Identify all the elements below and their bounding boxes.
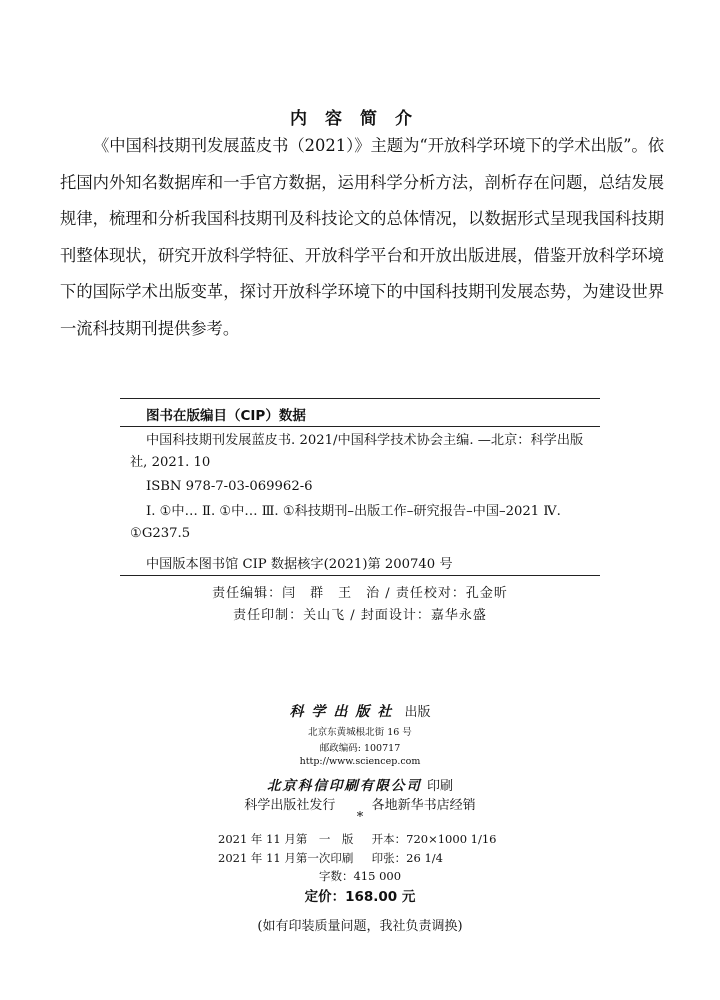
editor-credits: 责任编辑：闫 群 王 治 / 责任校对：孔金昕 — [212, 586, 508, 601]
cip-isbn: ISBN 978-7-03-069962-6 — [146, 479, 313, 494]
intro-body: 《中国科技期刊发展蓝皮书（2021）》主题为“开放科学环境下的学术出版”。依托国内外知名数据库和一手官方数据，运用科学分析方法，剖析存在问题，总结发展规律，梳理和分析我国科技期刊及科技论文的总体情况，以数据形式呈现我国科技期刊整体现状，研究开放科学特征、开放科学平台和开放出版进展，借鉴开放科学环境下的国际学术出版变革，探讨开放科学环境下的中国科技期刊发展态势，为建设世界一流科技期刊提供参考。 — [60, 136, 664, 338]
quality-notice: (如有印装质量问题，我社负责调换) — [257, 919, 463, 934]
star-separator: * — [356, 810, 364, 825]
intro-title: 内容简介 — [290, 109, 430, 129]
publisher-name: 科学出版社 — [289, 704, 400, 720]
cip-top-rule — [120, 398, 600, 399]
printing-row — [218, 850, 443, 866]
cip-bottom-rule — [120, 575, 600, 576]
cip-number: 中国版本图书馆 CIP 数据核字(2021)第 200740 号 — [146, 557, 453, 572]
printer-suffix: 印刷 — [427, 779, 454, 794]
publisher-url: http://www.sciencep.com — [299, 756, 421, 767]
edition-date: 2021 年 11 月第 一 版 — [218, 832, 354, 846]
publisher-address: 北京东黄城根北街 16 号 — [308, 727, 412, 738]
printer-line — [0, 774, 720, 794]
print-sheets: 印张：26 1/4 — [371, 851, 443, 865]
cip-title-line: 中国科技期刊发展蓝皮书. 2021/中国科学技术协会主编. —北京：科学出版社, 2021. 10 — [130, 433, 584, 470]
publisher-suffix: 出版 — [404, 705, 431, 720]
edition-row — [218, 831, 497, 847]
price: 定价：168.00 元 — [304, 889, 416, 905]
distribution-right: 各地新华书店经销 — [371, 798, 476, 813]
production-credits: 责任印制：关山飞 / 封面设计：嘉华永盛 — [233, 608, 487, 623]
word-count: 字数：415 000 — [318, 869, 402, 883]
printer-name: 北京科信印刷有限公司 — [266, 778, 422, 794]
printing-date: 2021 年 11 月第一次印刷 — [218, 851, 354, 865]
publisher-postcode: 邮政编码: 100717 — [319, 743, 401, 754]
cip-classification: Ⅰ. ①中… Ⅱ. ①中… Ⅲ. ①科技期刊–出版工作–研究报告–中国–2021 Ⅳ. ①G237.5 — [130, 504, 561, 541]
distribution-left: 科学出版社发行 — [244, 798, 336, 813]
cip-heading-rule — [120, 426, 600, 427]
publisher-line — [0, 701, 720, 721]
format-size: 开本：720×1000 1/16 — [371, 832, 497, 846]
cip-heading: 图书在版编目（CIP）数据 — [146, 408, 306, 424]
